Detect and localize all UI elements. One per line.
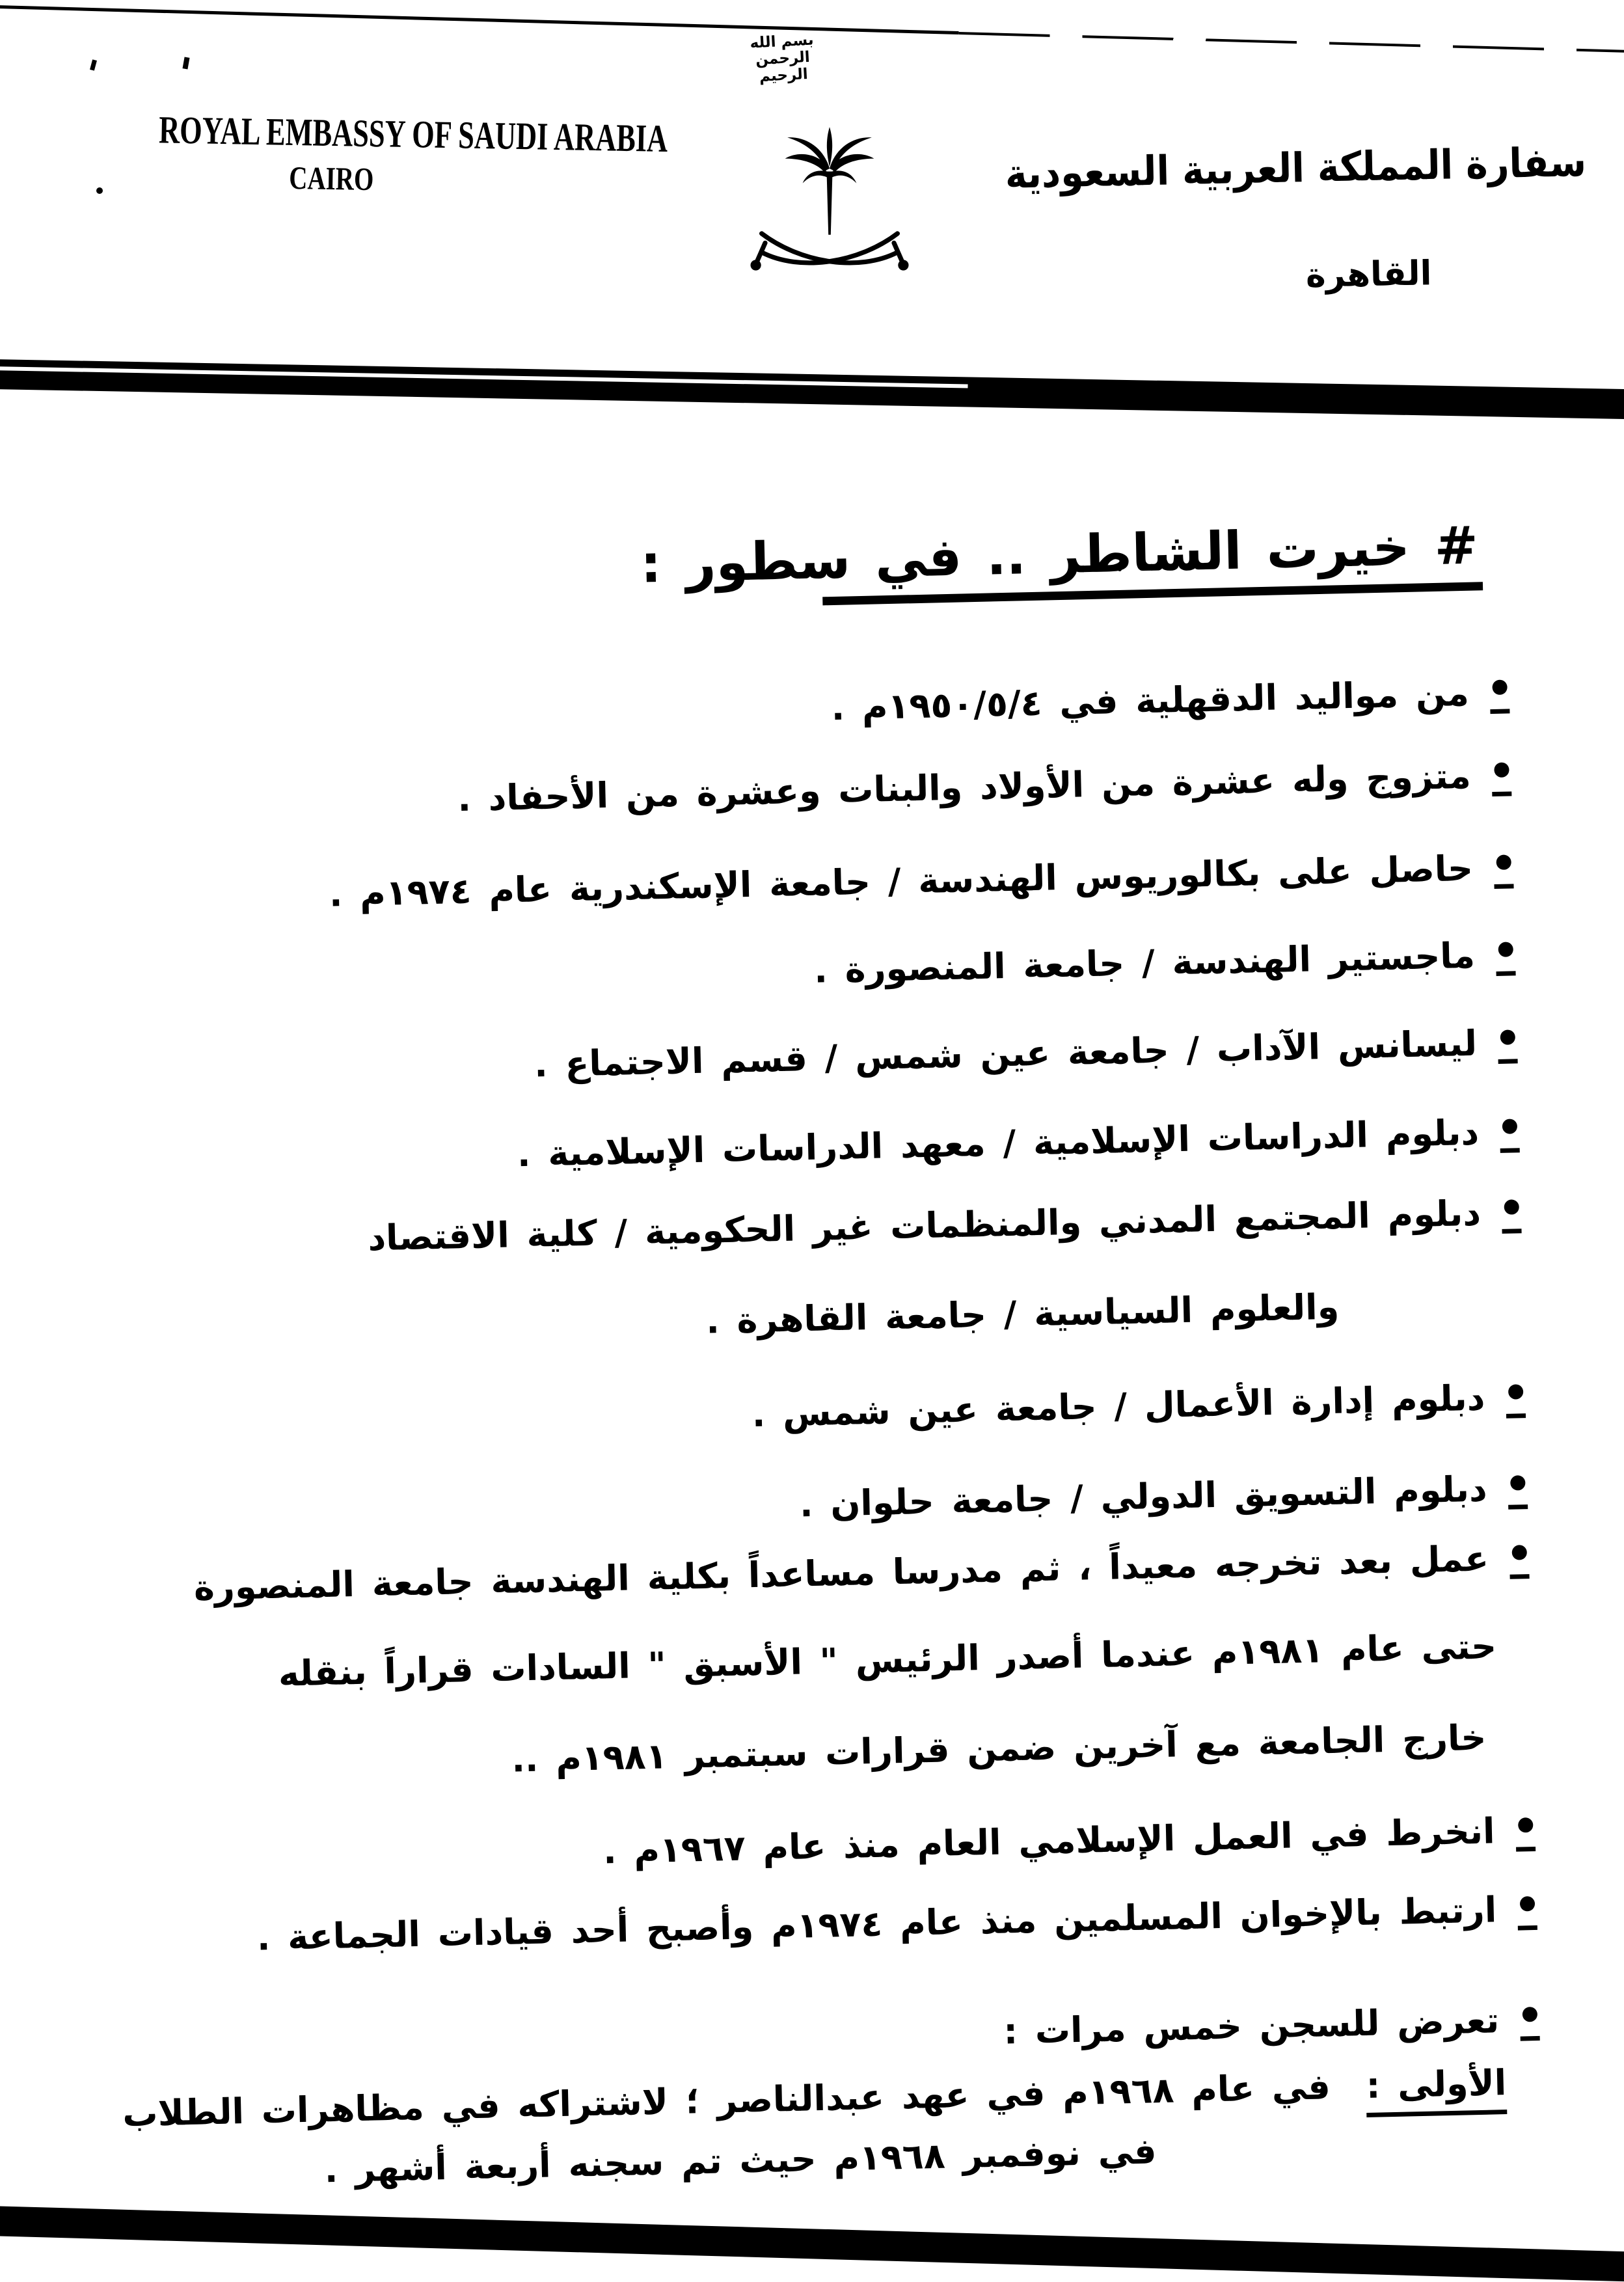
bio-bullet-line <box>799 1467 1529 1530</box>
bullet-icon <box>1490 762 1513 796</box>
bio-bullet-line <box>517 1111 1521 1180</box>
bio-continuation-line <box>278 1625 1497 1700</box>
embassy-latin-title: ROYAL EMBASSY OF SAUDI ARABIA <box>158 108 668 161</box>
bio-continuation-line <box>705 1286 1340 1348</box>
bullet-icon <box>1488 679 1511 714</box>
bullet-text: والعلوم السياسية / جامعة القاهرة . <box>705 1286 1340 1342</box>
document-title: # خيرت الشاطر .. في سطور : <box>640 515 1479 595</box>
bullet-text: ماجستير الهندسة / جامعة المنصورة . <box>813 934 1476 991</box>
bio-bullet-line <box>814 934 1517 996</box>
imprisonment-first-line <box>122 2062 1508 2140</box>
bio-bullet-line <box>751 1376 1527 1441</box>
bullet-text: انخرط في العمل الإسلامي العام منذ عام ١٩٦٧م . <box>602 1810 1496 1872</box>
bullet-text: عمل بعد تخرجه معيداً ، ثم مدرسا مساعداً بكلية الهندسة جامعة المنصورة <box>193 1538 1489 1609</box>
bullet-text: تعرض للسجن خمس مرات : <box>1003 2000 1500 2052</box>
bio-continuation-line <box>511 1717 1487 1786</box>
bullet-icon <box>1496 1029 1519 1064</box>
bullet-icon <box>1508 1545 1531 1579</box>
bullet-icon <box>1494 942 1517 976</box>
bullet-text: متزوج وله عشرة من الأولاد والبنات وعشرة من الأحفاد . <box>457 755 1472 820</box>
bismillah-line: بسم الله <box>750 31 815 52</box>
first-time-label: الأولى : <box>1366 2062 1507 2117</box>
bullet-icon <box>1506 1475 1529 1510</box>
bio-bullet-line <box>256 1888 1539 1964</box>
bullet-text: ليسانس الآداب / جامعة عين شمس / قسم الاجتماع . <box>534 1022 1478 1085</box>
bullet-text: خارج الجامعة مع آخرين ضمن قرارات سبتمبر ١٩٨١م .. <box>511 1717 1487 1780</box>
bio-bullet-line <box>457 754 1513 825</box>
bio-bullet-line <box>193 1537 1531 1614</box>
bullet-text: دبلوم إدارة الأعمال / جامعة عين شمس . <box>751 1377 1486 1435</box>
embassy-latin-city: CAIRO <box>288 159 374 198</box>
cairo-arabic-label: القاهرة <box>1305 254 1432 295</box>
bullet-icon <box>1514 1817 1537 1852</box>
bullet-icon <box>1519 2007 1541 2041</box>
bullet-icon <box>1492 854 1515 889</box>
bullet-icon <box>1504 1384 1527 1419</box>
bullet-icon <box>1500 1199 1522 1234</box>
bio-bullet-line <box>831 672 1511 734</box>
footer-text: في نوفمبر ١٩٦٨م حيث تم سجنه أربعة أشهر . <box>323 2130 1157 2191</box>
bio-bullet-line <box>602 1810 1537 1878</box>
bullet-text: ارتبط بالإخوان المسلمين منذ عام ١٩٧٤م وأصبح أحد قيادات الجماعة . <box>256 1889 1497 1959</box>
bullet-text: من مواليد الدقهلية في ١٩٥٠/٥/٤م . <box>830 672 1470 729</box>
bullet-text: حاصل على بكالوريوس الهندسة / جامعة الإسكندرية عام ١٩٧٤م . <box>329 847 1474 915</box>
bio-bullet-line <box>329 847 1515 920</box>
bio-bullet-line <box>368 1191 1523 1264</box>
bullet-text: دبلوم الدراسات الإسلامية / معهد الدراسات الإسلامية . <box>517 1111 1480 1175</box>
imprisonment-first-line-2 <box>324 2130 1157 2196</box>
bullet-text: دبلوم التسويق الدولي / جامعة حلوان . <box>799 1468 1488 1525</box>
bullet-icon <box>1498 1119 1521 1153</box>
embassy-arabic-calligraphy: سفارة المملكة العربية السعودية <box>1005 138 1587 198</box>
bullet-text: دبلوم المجتمع المدني والمنظمات غير الحكومية / كلية الاقتصاد <box>367 1192 1482 1259</box>
bio-bullet-line <box>1003 1999 1541 2058</box>
bullet-text: حتى عام ١٩٨١م عندما أصدر الرئيس " الأسبق " السادات قراراً بنقله <box>278 1625 1497 1694</box>
bullet-icon <box>1516 1896 1539 1931</box>
bismillah-line: الرحمن الرحيم <box>755 48 811 85</box>
footer-text: في عام ١٩٦٨م في عهد عبدالناصر ؛ لاشتراكه في مظاهرات الطلاب <box>122 2066 1331 2135</box>
bio-bullet-line <box>534 1022 1519 1091</box>
